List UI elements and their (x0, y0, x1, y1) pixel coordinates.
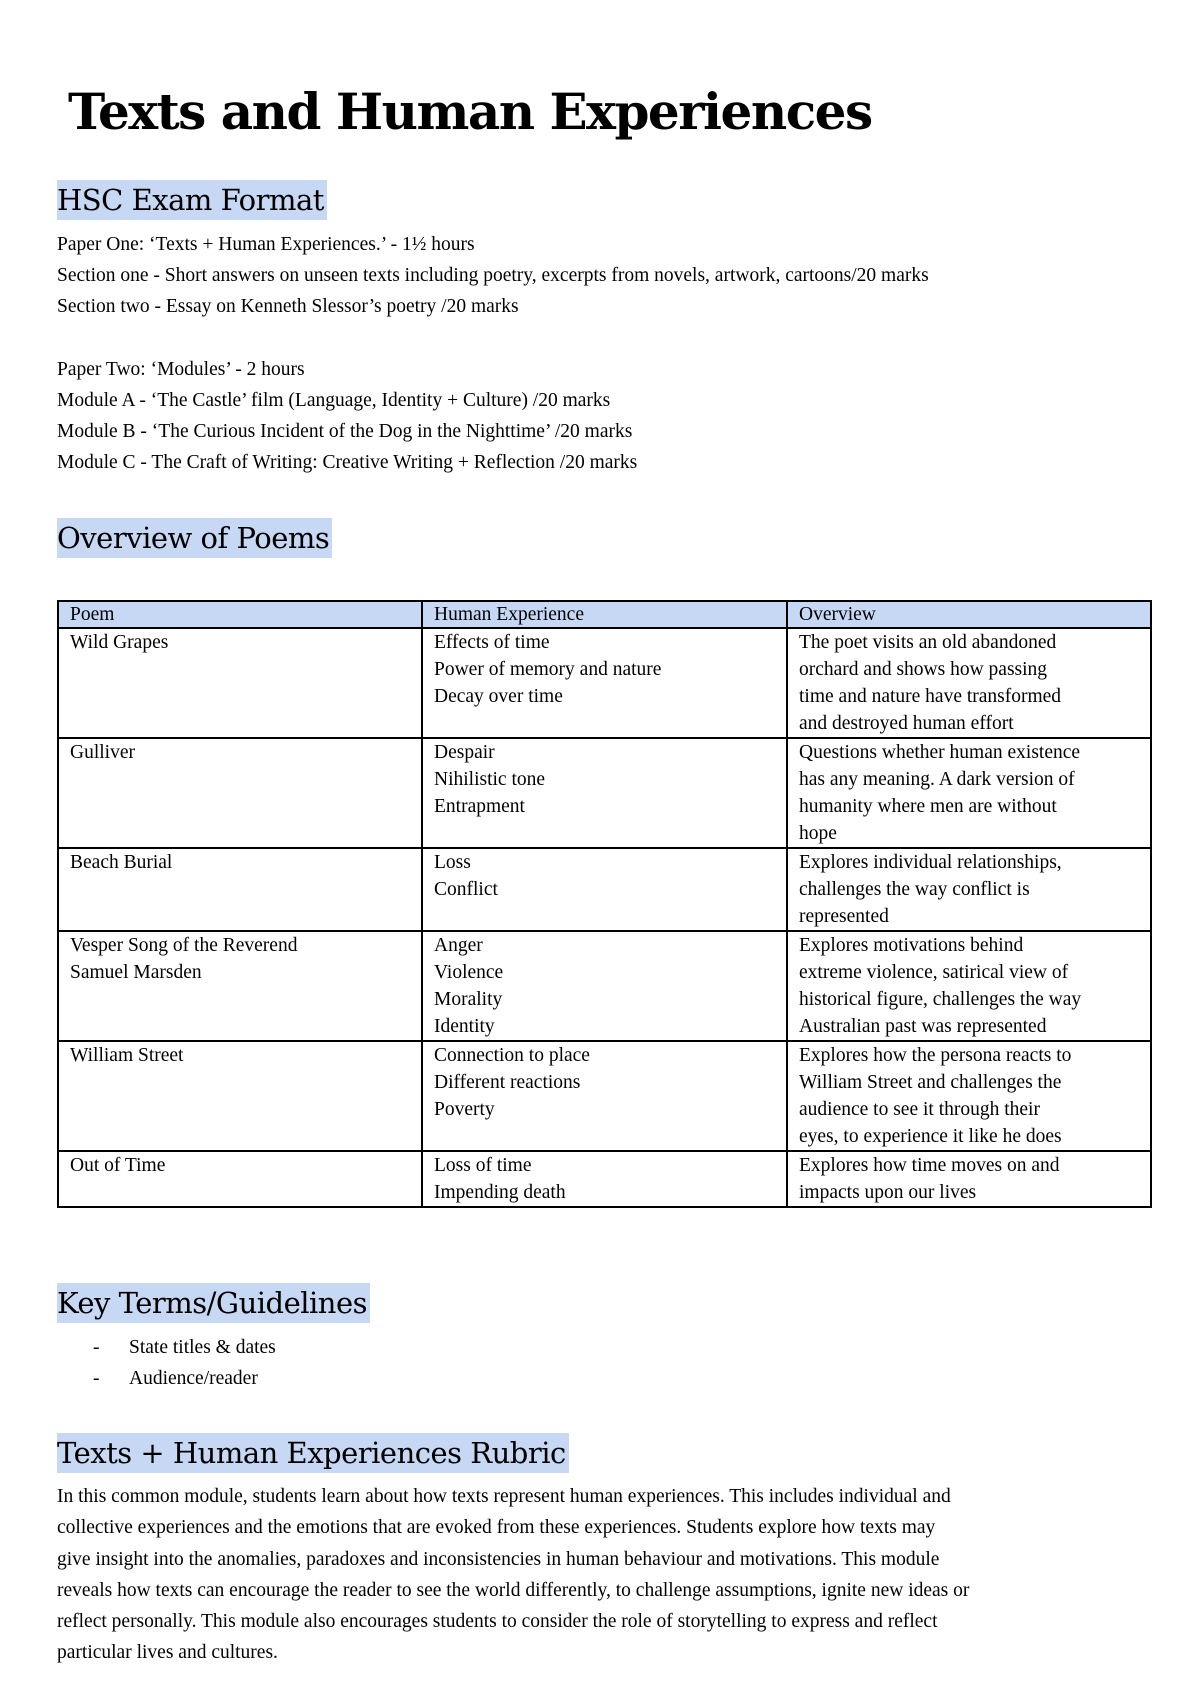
dash-bullet-icon: - (93, 1368, 100, 1389)
overview-line: humanity where men are without (799, 796, 1057, 817)
rubric-line: collective experiences and the emotions that are evoked from these experiences. Students explore how texts may (57, 1517, 936, 1539)
poem-title: Out of Time (70, 1155, 166, 1176)
overview-line: Australian past was represented (799, 1016, 1047, 1037)
poem-cell (58, 1041, 422, 1151)
overview-line: represented (799, 906, 889, 927)
experience-item: Connection to place (434, 1045, 590, 1066)
experience-item: Morality (434, 989, 503, 1010)
overview-line: impacts upon our lives (799, 1182, 977, 1203)
experience-item: Despair (434, 742, 495, 763)
rubric-line: give insight into the anomalies, paradoxes and inconsistencies in human behaviour and motivations. This module (57, 1548, 940, 1570)
table-row (58, 848, 1151, 931)
poem-title: Samuel Marsden (70, 962, 202, 983)
rubric-line: reveals how texts can encourage the reader to see the world differently, to challenge assumptions, ignite new ideas or (57, 1579, 970, 1601)
poem-title: William Street (70, 1045, 184, 1066)
overview-line: Explores motivations behind (799, 935, 1024, 956)
experience-item: Entrapment (434, 796, 525, 817)
overview-cell (787, 1041, 1151, 1151)
poem-cell (58, 1151, 422, 1207)
exam-format-list (57, 229, 929, 479)
poem-title: Vesper Song of the Reverend (70, 935, 298, 956)
overview-line: challenges the way conflict is (799, 879, 1030, 900)
list-item-text: Audience/reader (129, 1368, 258, 1389)
poem-title: Wild Grapes (70, 632, 169, 653)
table-row (58, 628, 1151, 738)
experience-item: Violence (434, 962, 504, 983)
experience-item: Power of memory and nature (434, 659, 662, 680)
overview-line: time and nature have transformed (799, 686, 1062, 707)
poem-cell (58, 628, 422, 738)
poem-cell (58, 848, 422, 931)
exam-format-line: Paper Two: ‘Modules’ - 2 hours (57, 358, 305, 380)
exam-format-line: Section one - Short answers on unseen texts including poetry, excerpts from novels, artwork, cartoons/20 marks (57, 265, 929, 287)
exam-format-line: Section two - Essay on Kenneth Slessor’s poetry /20 marks (57, 296, 519, 318)
column-header-overview: Overview (787, 601, 1151, 628)
poems-overview-heading: Overview of Poems (57, 518, 332, 558)
table-row (58, 1151, 1151, 1207)
experience-cell (422, 1041, 787, 1151)
overview-line: orchard and shows how passing (799, 659, 1048, 680)
overview-cell (787, 738, 1151, 848)
overview-line: eyes, to experience it like he does (799, 1126, 1062, 1147)
exam-format-line: Module C - The Craft of Writing: Creative Writing + Reflection /20 marks (57, 452, 638, 474)
experience-item: Impending death (434, 1182, 566, 1203)
poem-cell (58, 931, 422, 1041)
experience-cell (422, 931, 787, 1041)
experience-item: Effects of time (434, 632, 550, 653)
experience-cell (422, 1151, 787, 1207)
experience-item: Nihilistic tone (434, 769, 546, 790)
exam-format-line: Paper One: ‘Texts + Human Experiences.’ - 1½ hours (57, 234, 475, 255)
poem-cell (58, 738, 422, 848)
exam-format-line: Module A - ‘The Castle’ film (Language, Identity + Culture) /20 marks (57, 389, 611, 411)
overview-cell (787, 931, 1151, 1041)
column-header-experience: Human Experience (422, 601, 787, 628)
rubric-paragraph (57, 1481, 1157, 1669)
spacer (57, 323, 929, 354)
experience-cell (422, 738, 787, 848)
experience-item: Conflict (434, 879, 498, 900)
overview-line: Explores how time moves on and (799, 1155, 1060, 1176)
rubric-line: particular lives and cultures. (57, 1642, 278, 1664)
rubric-line: reflect personally. This module also encourages students to consider the role of storytelling to express and reflect (57, 1611, 938, 1633)
overview-line: historical figure, challenges the way (799, 989, 1082, 1010)
list-item-text: State titles & dates (129, 1337, 276, 1358)
table-header-row (58, 601, 1151, 628)
document-title: Texts and Human Experiences (68, 82, 872, 141)
exam-format-heading: HSC Exam Format (57, 180, 327, 220)
table-row (58, 738, 1151, 848)
rubric-heading: Texts + Human Experiences Rubric (57, 1433, 569, 1473)
exam-format-line: Module B - ‘The Curious Incident of the Dog in the Nighttime’ /20 marks (57, 421, 633, 443)
experience-item: Different reactions (434, 1072, 581, 1093)
table-row (58, 931, 1151, 1041)
overview-line: Explores individual relationships, (799, 852, 1062, 873)
experience-item: Identity (434, 1016, 495, 1037)
rubric-line: In this common module, students learn about how texts represent human experiences. This includes individual and (57, 1486, 951, 1507)
overview-line: hope (799, 823, 837, 844)
experience-item: Loss (434, 852, 471, 873)
overview-line: The poet visits an old abandoned (799, 632, 1057, 653)
poems-table (57, 600, 1152, 1208)
table-row (58, 1041, 1151, 1151)
overview-line: and destroyed human effort (799, 713, 1014, 734)
experience-cell (422, 628, 787, 738)
column-header-poem: Poem (58, 601, 422, 628)
experience-item: Anger (434, 935, 483, 956)
dash-bullet-icon: - (93, 1337, 100, 1358)
overview-cell (787, 628, 1151, 738)
overview-cell (787, 1151, 1151, 1207)
overview-line: Explores how the persona reacts to (799, 1045, 1072, 1066)
overview-line: has any meaning. A dark version of (799, 769, 1075, 790)
experience-cell (422, 848, 787, 931)
experience-item: Loss of time (434, 1155, 532, 1176)
list-item (93, 1332, 276, 1363)
poem-title: Beach Burial (70, 852, 173, 873)
overview-cell (787, 848, 1151, 931)
overview-line: William Street and challenges the (799, 1072, 1062, 1093)
key-terms-heading: Key Terms/Guidelines (57, 1283, 370, 1323)
overview-line: audience to see it through their (799, 1099, 1040, 1120)
poem-title: Gulliver (70, 742, 135, 763)
experience-item: Decay over time (434, 686, 563, 707)
experience-item: Poverty (434, 1099, 495, 1120)
overview-line: Questions whether human existence (799, 742, 1081, 763)
list-item (93, 1363, 276, 1394)
overview-line: extreme violence, satirical view of (799, 962, 1069, 983)
key-terms-list (93, 1332, 276, 1394)
